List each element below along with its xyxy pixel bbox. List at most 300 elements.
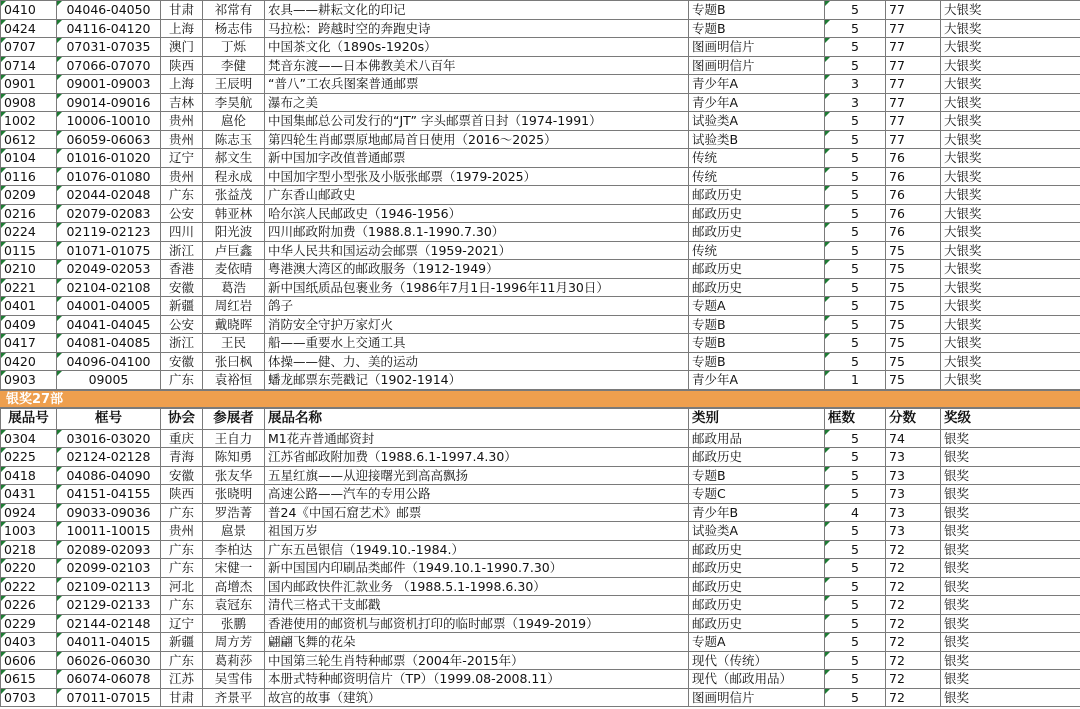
cell-category: 邮政历史 xyxy=(689,596,825,615)
cell-exhibit-no: 0431 xyxy=(1,485,57,504)
cell-category: 传统 xyxy=(689,149,825,168)
cell-award: 大银奖 xyxy=(941,334,1080,353)
cell-award: 银奖 xyxy=(941,540,1080,559)
cell-frame-no: 04116-04120 xyxy=(57,19,161,38)
cell-exhibit-name: 农具——耕耘文化的印记 xyxy=(265,1,689,20)
cell-frame-no: 09033-09036 xyxy=(57,503,161,522)
cell-award: 大银奖 xyxy=(941,149,1080,168)
cell-frame-no: 02079-02083 xyxy=(57,204,161,223)
cell-category: 传统 xyxy=(689,167,825,186)
cell-award: 银奖 xyxy=(941,670,1080,689)
cell-frames: 5 xyxy=(825,19,886,38)
cell-association: 辽宁 xyxy=(161,149,203,168)
header-award: 奖级 xyxy=(941,408,1080,429)
cell-award: 大银奖 xyxy=(941,241,1080,260)
cell-award: 银奖 xyxy=(941,485,1080,504)
cell-exhibit-name: 五星红旗——从迎接曙光到高高飘扬 xyxy=(265,466,689,485)
cell-award: 大银奖 xyxy=(941,56,1080,75)
cell-category: 试验类B xyxy=(689,130,825,149)
cell-score: 72 xyxy=(886,540,941,559)
table-row xyxy=(1,204,1080,223)
cell-category: 邮政历史 xyxy=(689,260,825,279)
cell-award: 大银奖 xyxy=(941,167,1080,186)
cell-association: 公安 xyxy=(161,204,203,223)
table-row xyxy=(1,315,1080,334)
cell-category: 邮政历史 xyxy=(689,204,825,223)
cell-frames: 1 xyxy=(825,371,886,390)
cell-frame-no: 03016-03020 xyxy=(57,429,161,448)
cell-score: 73 xyxy=(886,503,941,522)
cell-category: 试验类A xyxy=(689,112,825,131)
cell-frames: 5 xyxy=(825,688,886,707)
cell-score: 72 xyxy=(886,651,941,670)
cell-category: 邮政历史 xyxy=(689,278,825,297)
cell-frame-no: 06059-06063 xyxy=(57,130,161,149)
cell-exhibitor: 扈伦 xyxy=(203,112,265,131)
cell-exhibitor: 韩亚林 xyxy=(203,204,265,223)
table-row xyxy=(1,19,1080,38)
table-row xyxy=(1,485,1080,504)
cell-frames: 5 xyxy=(825,522,886,541)
table-row xyxy=(1,38,1080,57)
cell-association: 贵州 xyxy=(161,130,203,149)
cell-exhibit-no: 0221 xyxy=(1,278,57,297)
silver-table xyxy=(0,408,1080,708)
cell-score: 76 xyxy=(886,204,941,223)
cell-exhibit-no: 0908 xyxy=(1,93,57,112)
cell-award: 大银奖 xyxy=(941,297,1080,316)
table-row xyxy=(1,352,1080,371)
cell-exhibit-no: 0225 xyxy=(1,448,57,467)
table-row xyxy=(1,670,1080,689)
header-frame-no: 框号 xyxy=(57,408,161,429)
cell-category: 专题B xyxy=(689,334,825,353)
cell-frames: 5 xyxy=(825,223,886,242)
cell-exhibit-no: 0714 xyxy=(1,56,57,75)
cell-exhibitor: 李柏达 xyxy=(203,540,265,559)
cell-exhibitor: 王自力 xyxy=(203,429,265,448)
cell-exhibit-no: 0418 xyxy=(1,466,57,485)
cell-award: 银奖 xyxy=(941,633,1080,652)
cell-exhibitor: 袁冠东 xyxy=(203,596,265,615)
cell-frames: 5 xyxy=(825,297,886,316)
cell-exhibitor: 张曰枫 xyxy=(203,352,265,371)
cell-category: 青少年A xyxy=(689,93,825,112)
cell-award: 大银奖 xyxy=(941,186,1080,205)
cell-association: 贵州 xyxy=(161,112,203,131)
cell-association: 浙江 xyxy=(161,241,203,260)
cell-category: 图画明信片 xyxy=(689,38,825,57)
table-row xyxy=(1,371,1080,390)
table-row xyxy=(1,149,1080,168)
cell-frames: 5 xyxy=(825,241,886,260)
cell-score: 72 xyxy=(886,596,941,615)
cell-exhibit-no: 0224 xyxy=(1,223,57,242)
cell-exhibit-name: 船——重要水上交通工具 xyxy=(265,334,689,353)
cell-award: 银奖 xyxy=(941,577,1080,596)
cell-exhibit-no: 0903 xyxy=(1,371,57,390)
cell-category: 专题B xyxy=(689,1,825,20)
cell-exhibit-name: “普八”工农兵图案普通邮票 xyxy=(265,75,689,94)
cell-score: 77 xyxy=(886,19,941,38)
table-row xyxy=(1,93,1080,112)
cell-exhibitor: 葛浩 xyxy=(203,278,265,297)
cell-exhibitor: 阳光波 xyxy=(203,223,265,242)
cell-award: 大银奖 xyxy=(941,352,1080,371)
cell-award: 大银奖 xyxy=(941,223,1080,242)
header-frames: 框数 xyxy=(825,408,886,429)
cell-score: 75 xyxy=(886,352,941,371)
cell-frames: 5 xyxy=(825,614,886,633)
cell-frame-no: 07066-07070 xyxy=(57,56,161,75)
cell-exhibit-no: 0220 xyxy=(1,559,57,578)
cell-score: 75 xyxy=(886,260,941,279)
cell-exhibit-name: 梵音东渡——日本佛教美术八百年 xyxy=(265,56,689,75)
cell-exhibit-name: 四川邮政附加费（1988.8.1-1990.7.30） xyxy=(265,223,689,242)
cell-frame-no: 04011-04015 xyxy=(57,633,161,652)
cell-association: 上海 xyxy=(161,75,203,94)
table-row xyxy=(1,651,1080,670)
cell-exhibit-name: 中国茶文化（1890s-1920s） xyxy=(265,38,689,57)
cell-award: 大银奖 xyxy=(941,371,1080,390)
cell-frame-no: 02119-02123 xyxy=(57,223,161,242)
cell-score: 73 xyxy=(886,485,941,504)
cell-category: 青少年A xyxy=(689,371,825,390)
cell-category: 专题B xyxy=(689,352,825,371)
cell-frame-no: 01076-01080 xyxy=(57,167,161,186)
cell-exhibit-name: 瀑布之美 xyxy=(265,93,689,112)
cell-exhibit-name: 中国集邮总公司发行的“JT” 字头邮票首日封（1974-1991） xyxy=(265,112,689,131)
cell-award: 大银奖 xyxy=(941,112,1080,131)
cell-category: 专题B xyxy=(689,19,825,38)
cell-score: 72 xyxy=(886,577,941,596)
cell-award: 银奖 xyxy=(941,522,1080,541)
cell-association: 澳门 xyxy=(161,38,203,57)
cell-exhibit-name: 祖国万岁 xyxy=(265,522,689,541)
cell-association: 青海 xyxy=(161,448,203,467)
cell-exhibit-name: 香港使用的邮资机与邮资机打印的临时邮票（1949-2019） xyxy=(265,614,689,633)
cell-exhibitor: 李健 xyxy=(203,56,265,75)
cell-score: 77 xyxy=(886,112,941,131)
cell-exhibit-no: 0229 xyxy=(1,614,57,633)
cell-category: 邮政历史 xyxy=(689,540,825,559)
cell-exhibit-name: 中华人民共和国运动会邮票（1959-2021） xyxy=(265,241,689,260)
cell-association: 贵州 xyxy=(161,167,203,186)
cell-frames: 5 xyxy=(825,540,886,559)
cell-frame-no: 02129-02133 xyxy=(57,596,161,615)
cell-association: 广东 xyxy=(161,503,203,522)
cell-category: 专题B xyxy=(689,315,825,334)
cell-frames: 5 xyxy=(825,429,886,448)
cell-award: 银奖 xyxy=(941,651,1080,670)
cell-category: 试验类A xyxy=(689,522,825,541)
cell-exhibitor: 杨志伟 xyxy=(203,19,265,38)
table-row xyxy=(1,75,1080,94)
cell-exhibitor: 张益茂 xyxy=(203,186,265,205)
cell-exhibitor: 周方芳 xyxy=(203,633,265,652)
cell-category: 邮政历史 xyxy=(689,614,825,633)
cell-association: 甘肃 xyxy=(161,1,203,20)
cell-association: 广东 xyxy=(161,596,203,615)
table-row xyxy=(1,186,1080,205)
cell-score: 73 xyxy=(886,522,941,541)
cell-exhibitor: 张晓明 xyxy=(203,485,265,504)
cell-award: 大银奖 xyxy=(941,130,1080,149)
section-title-silver: 银奖27部 xyxy=(0,390,1080,408)
table-row xyxy=(1,1,1080,20)
cell-exhibit-no: 0410 xyxy=(1,1,57,20)
cell-association: 广东 xyxy=(161,651,203,670)
cell-award: 大银奖 xyxy=(941,315,1080,334)
cell-association: 新疆 xyxy=(161,633,203,652)
cell-frame-no: 02099-02103 xyxy=(57,559,161,578)
table-row xyxy=(1,429,1080,448)
cell-frames: 5 xyxy=(825,334,886,353)
cell-association: 广东 xyxy=(161,371,203,390)
cell-frames: 5 xyxy=(825,204,886,223)
cell-frame-no: 04086-04090 xyxy=(57,466,161,485)
cell-frame-no: 04001-04005 xyxy=(57,297,161,316)
cell-award: 银奖 xyxy=(941,503,1080,522)
table-row xyxy=(1,241,1080,260)
cell-association: 四川 xyxy=(161,223,203,242)
cell-exhibit-name: 新中国国内印刷品类邮件（1949.10.1-1990.7.30） xyxy=(265,559,689,578)
cell-exhibit-no: 0403 xyxy=(1,633,57,652)
cell-exhibit-no: 0401 xyxy=(1,297,57,316)
cell-frames: 5 xyxy=(825,1,886,20)
cell-association: 陕西 xyxy=(161,56,203,75)
cell-exhibit-no: 0115 xyxy=(1,241,57,260)
cell-score: 75 xyxy=(886,278,941,297)
cell-award: 大银奖 xyxy=(941,38,1080,57)
cell-association: 公安 xyxy=(161,315,203,334)
cell-frame-no: 09005 xyxy=(57,371,161,390)
cell-score: 77 xyxy=(886,130,941,149)
cell-category: 邮政历史 xyxy=(689,448,825,467)
cell-exhibitor: 周红岩 xyxy=(203,297,265,316)
cell-frame-no: 09014-09016 xyxy=(57,93,161,112)
cell-exhibitor: 程永成 xyxy=(203,167,265,186)
table-row xyxy=(1,448,1080,467)
cell-exhibitor: 陈知勇 xyxy=(203,448,265,467)
cell-category: 邮政历史 xyxy=(689,559,825,578)
cell-category: 邮政历史 xyxy=(689,577,825,596)
cell-exhibitor: 郝文生 xyxy=(203,149,265,168)
cell-score: 77 xyxy=(886,56,941,75)
cell-frame-no: 01016-01020 xyxy=(57,149,161,168)
cell-exhibitor: 张鹏 xyxy=(203,614,265,633)
cell-award: 大银奖 xyxy=(941,204,1080,223)
cell-exhibit-no: 1003 xyxy=(1,522,57,541)
table-row xyxy=(1,577,1080,596)
table-row xyxy=(1,503,1080,522)
cell-award: 银奖 xyxy=(941,559,1080,578)
cell-frame-no: 02109-02113 xyxy=(57,577,161,596)
table-row xyxy=(1,614,1080,633)
cell-exhibitor: 丁烁 xyxy=(203,38,265,57)
cell-exhibit-no: 0417 xyxy=(1,334,57,353)
cell-score: 72 xyxy=(886,633,941,652)
table-row xyxy=(1,112,1080,131)
cell-exhibit-name: 国内邮政快件汇款业务 （1988.5.1-1998.6.30） xyxy=(265,577,689,596)
cell-association: 安徽 xyxy=(161,352,203,371)
cell-exhibit-no: 0116 xyxy=(1,167,57,186)
cell-score: 77 xyxy=(886,1,941,20)
cell-exhibit-no: 0222 xyxy=(1,577,57,596)
cell-frames: 5 xyxy=(825,448,886,467)
cell-exhibit-no: 0424 xyxy=(1,19,57,38)
cell-score: 76 xyxy=(886,186,941,205)
cell-award: 银奖 xyxy=(941,466,1080,485)
cell-association: 贵州 xyxy=(161,522,203,541)
cell-frames: 5 xyxy=(825,670,886,689)
cell-score: 77 xyxy=(886,93,941,112)
cell-association: 吉林 xyxy=(161,93,203,112)
cell-award: 银奖 xyxy=(941,448,1080,467)
cell-exhibitor: 戴晓晖 xyxy=(203,315,265,334)
table-header-row xyxy=(1,408,1080,429)
cell-association: 广东 xyxy=(161,540,203,559)
cell-category: 青少年B xyxy=(689,503,825,522)
cell-frame-no: 06074-06078 xyxy=(57,670,161,689)
cell-score: 74 xyxy=(886,429,941,448)
cell-frame-no: 10006-10010 xyxy=(57,112,161,131)
cell-frame-no: 07031-07035 xyxy=(57,38,161,57)
cell-association: 广东 xyxy=(161,186,203,205)
cell-exhibit-name: 蟠龙邮票东莞戳记（1902-1914） xyxy=(265,371,689,390)
cell-exhibitor: 卢巨鑫 xyxy=(203,241,265,260)
cell-score: 76 xyxy=(886,223,941,242)
cell-exhibit-no: 0209 xyxy=(1,186,57,205)
cell-exhibitor: 王辰明 xyxy=(203,75,265,94)
cell-exhibit-no: 0104 xyxy=(1,149,57,168)
cell-frames: 3 xyxy=(825,75,886,94)
cell-exhibit-no: 0226 xyxy=(1,596,57,615)
cell-exhibitor: 陈志玉 xyxy=(203,130,265,149)
cell-association: 河北 xyxy=(161,577,203,596)
cell-exhibitor: 麦依晴 xyxy=(203,260,265,279)
cell-exhibit-no: 0409 xyxy=(1,315,57,334)
cell-award: 大银奖 xyxy=(941,278,1080,297)
cell-exhibit-no: 0218 xyxy=(1,540,57,559)
table-row xyxy=(1,223,1080,242)
cell-category: 图画明信片 xyxy=(689,688,825,707)
cell-association: 陕西 xyxy=(161,485,203,504)
header-exhibit-name: 展品名称 xyxy=(265,408,689,429)
cell-exhibitor: 李昊航 xyxy=(203,93,265,112)
cell-category: 邮政用品 xyxy=(689,429,825,448)
cell-exhibit-name: 广东香山邮政史 xyxy=(265,186,689,205)
cell-score: 75 xyxy=(886,371,941,390)
cell-award: 银奖 xyxy=(941,614,1080,633)
cell-frame-no: 02049-02053 xyxy=(57,260,161,279)
cell-exhibit-name: 体操——健、力、美的运动 xyxy=(265,352,689,371)
table-row xyxy=(1,167,1080,186)
cell-frame-no: 02089-02093 xyxy=(57,540,161,559)
cell-association: 上海 xyxy=(161,19,203,38)
cell-frame-no: 02144-02148 xyxy=(57,614,161,633)
cell-exhibit-no: 0924 xyxy=(1,503,57,522)
cell-award: 大银奖 xyxy=(941,19,1080,38)
cell-association: 安徽 xyxy=(161,466,203,485)
header-exhibit-no: 展品号 xyxy=(1,408,57,429)
cell-score: 72 xyxy=(886,614,941,633)
cell-award: 大银奖 xyxy=(941,93,1080,112)
table-row xyxy=(1,688,1080,707)
cell-association: 重庆 xyxy=(161,429,203,448)
cell-frames: 5 xyxy=(825,577,886,596)
cell-association: 辽宁 xyxy=(161,614,203,633)
cell-exhibitor: 张友华 xyxy=(203,466,265,485)
cell-score: 73 xyxy=(886,448,941,467)
cell-exhibit-name: 新中国纸质品包裹业务（1986年7月1日-1996年11月30日） xyxy=(265,278,689,297)
cell-exhibitor: 袁裕恒 xyxy=(203,371,265,390)
cell-score: 75 xyxy=(886,241,941,260)
cell-exhibit-name: 广东五邑银信（1949.10.-1984.） xyxy=(265,540,689,559)
cell-association: 浙江 xyxy=(161,334,203,353)
cell-association: 安徽 xyxy=(161,278,203,297)
cell-frames: 5 xyxy=(825,130,886,149)
cell-score: 75 xyxy=(886,334,941,353)
cell-score: 72 xyxy=(886,559,941,578)
cell-exhibit-name: 新中国加字改值普通邮票 xyxy=(265,149,689,168)
cell-exhibit-name: M1花卉普通邮资封 xyxy=(265,429,689,448)
cell-exhibit-no: 0420 xyxy=(1,352,57,371)
table-row xyxy=(1,596,1080,615)
cell-exhibitor: 吴雪伟 xyxy=(203,670,265,689)
cell-frame-no: 04151-04155 xyxy=(57,485,161,504)
cell-exhibit-no: 0707 xyxy=(1,38,57,57)
cell-category: 邮政历史 xyxy=(689,223,825,242)
cell-exhibit-no: 0901 xyxy=(1,75,57,94)
table-row xyxy=(1,334,1080,353)
cell-frame-no: 04081-04085 xyxy=(57,334,161,353)
cell-category: 现代（传统） xyxy=(689,651,825,670)
cell-exhibit-no: 0612 xyxy=(1,130,57,149)
cell-frames: 5 xyxy=(825,651,886,670)
cell-frames: 5 xyxy=(825,596,886,615)
cell-frame-no: 10011-10015 xyxy=(57,522,161,541)
cell-score: 77 xyxy=(886,38,941,57)
cell-frames: 4 xyxy=(825,503,886,522)
cell-category: 专题A xyxy=(689,297,825,316)
cell-frames: 5 xyxy=(825,633,886,652)
cell-exhibit-name: 马拉松：跨越时空的奔跑史诗 xyxy=(265,19,689,38)
cell-exhibit-name: 中国加字型小型张及小版张邮票（1979-2025） xyxy=(265,167,689,186)
cell-exhibitor: 王民 xyxy=(203,334,265,353)
cell-frame-no: 02044-02048 xyxy=(57,186,161,205)
cell-frame-no: 02124-02128 xyxy=(57,448,161,467)
cell-exhibit-no: 0703 xyxy=(1,688,57,707)
cell-frame-no: 09001-09003 xyxy=(57,75,161,94)
header-score: 分数 xyxy=(886,408,941,429)
table-row xyxy=(1,297,1080,316)
header-exhibitor: 参展者 xyxy=(203,408,265,429)
cell-award: 大银奖 xyxy=(941,1,1080,20)
cell-frames: 5 xyxy=(825,38,886,57)
cell-exhibitor: 扈景 xyxy=(203,522,265,541)
table-row xyxy=(1,540,1080,559)
cell-frame-no: 02104-02108 xyxy=(57,278,161,297)
cell-frames: 5 xyxy=(825,167,886,186)
table-row xyxy=(1,466,1080,485)
cell-category: 图画明信片 xyxy=(689,56,825,75)
header-association: 协会 xyxy=(161,408,203,429)
cell-exhibit-name: 鸽子 xyxy=(265,297,689,316)
cell-exhibitor: 高增杰 xyxy=(203,577,265,596)
table-row xyxy=(1,278,1080,297)
cell-frames: 5 xyxy=(825,149,886,168)
